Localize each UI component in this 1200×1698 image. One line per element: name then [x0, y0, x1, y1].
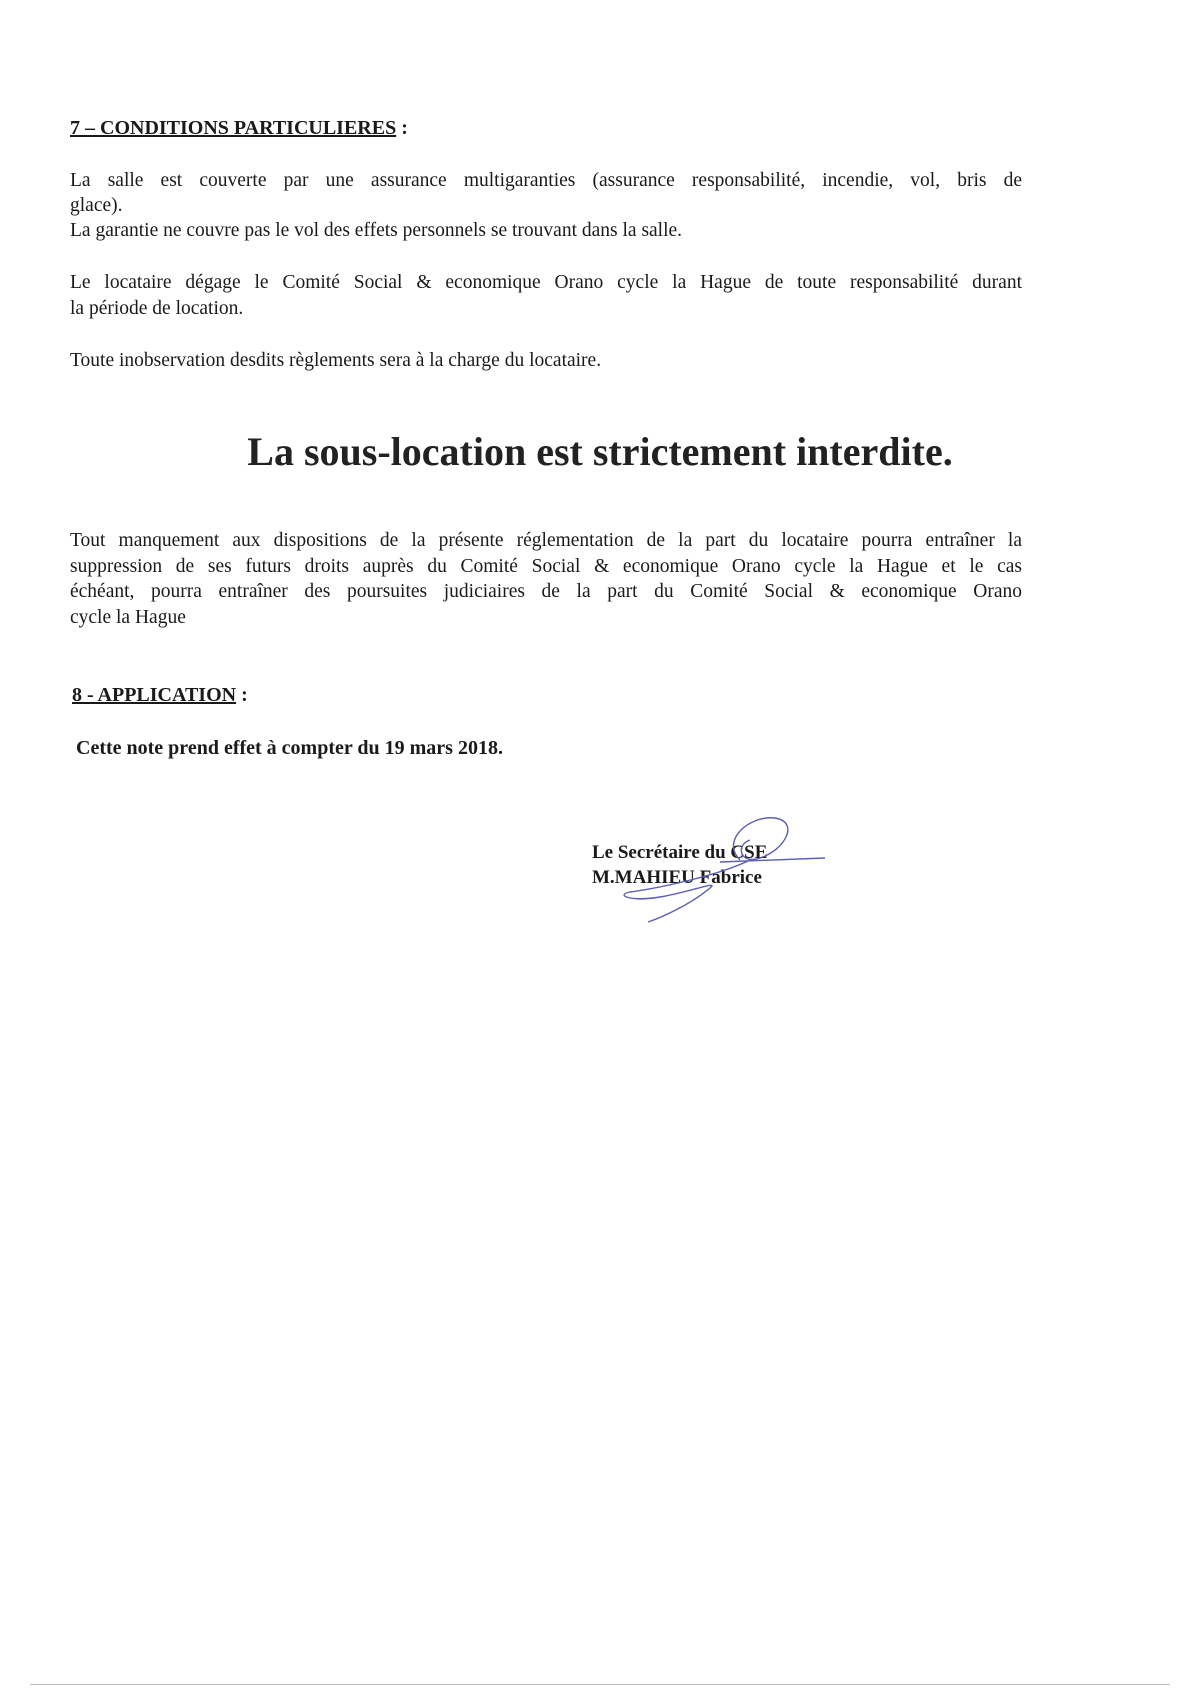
paragraph-line: échéant, pourra entraîner des poursuites judiciaires de la part du Comité Social & economique Orano — [70, 581, 1022, 602]
page-bottom-rule — [30, 1684, 1170, 1685]
paragraph-line: suppression de ses futurs droits auprès du Comité Social & economique Orano cycle la Hague et le cas — [70, 556, 1022, 577]
effective-date-note: Cette note prend effet à compter du 19 mars 2018. — [76, 737, 503, 759]
signatory-title: Le Secrétaire du CSE — [592, 842, 768, 863]
paragraph-line: glace). — [70, 195, 123, 216]
paragraph-line: cycle la Hague — [70, 607, 186, 628]
paragraph-line: Le locataire dégage le Comité Social & economique Orano cycle la Hague de toute responsabilité durant — [70, 272, 1022, 293]
paragraph-line: la période de location. — [70, 298, 244, 319]
handwritten-signature — [600, 800, 860, 930]
signatory-name: M.MAHIEU Fabrice — [592, 867, 762, 888]
heading-text: 7 – CONDITIONS PARTICULIERES — [70, 117, 397, 139]
heading-colon: : — [236, 684, 248, 706]
paragraph-line: Tout manquement aux dispositions de la présente réglementation de la part du locataire pourra entraîner la — [70, 530, 1022, 551]
section-7-heading — [70, 116, 1022, 141]
heading-text: 8 - APPLICATION — [72, 684, 237, 706]
paragraph-line: La garantie ne couvre pas le vol des effets personnels se trouvant dans la salle. — [70, 220, 683, 241]
paragraph-line: La salle est couverte par une assurance multigaranties (assurance responsabilité, incendie, vol, bris de — [70, 170, 1022, 191]
heading-colon: : — [396, 117, 408, 139]
emphasis-statement: La sous-location est strictement interdite. — [247, 429, 953, 474]
section-8-heading — [72, 683, 1024, 708]
paragraph-line: Toute inobservation desdits règlements sera à la charge du locataire. — [70, 350, 602, 371]
